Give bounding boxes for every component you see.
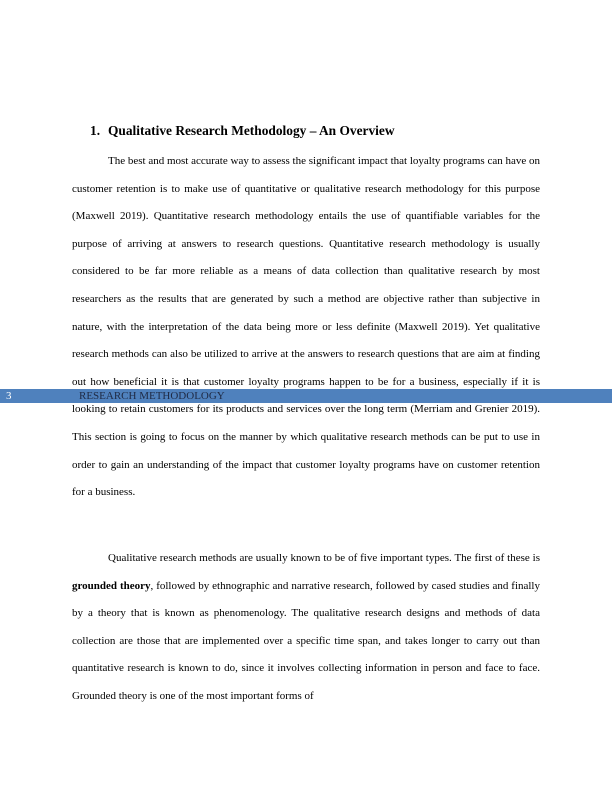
- paragraph-2-intro: Qualitative research methods are usually known to be of five important types. The first of these is: [108, 552, 540, 564]
- running-header-title: RESEARCH METHODOLOGY: [79, 390, 225, 402]
- section-number: 1.: [90, 123, 101, 138]
- page-header-band: [0, 389, 612, 403]
- grounded-theory-term: grounded theory: [72, 579, 151, 592]
- page-number: 3: [6, 390, 12, 402]
- section-title: Qualitative Research Methodology – An Overview: [108, 123, 395, 138]
- paragraph-2: [72, 545, 540, 711]
- section-heading: [90, 123, 395, 139]
- paragraph-2-body: , followed by ethnographic and narrative research, followed by cased studies and finally by a theory that is known as phenomenology. The qualitative research designs and methods of data collection are those that are implemented over a specific time span, and takes longer to carry out than quantitative research is known to do, since it involves collecting information in person and face to face. Grounded theory is one of the most important forms of: [72, 579, 540, 702]
- paragraph-1: The best and most accurate way to assess the significant impact that loyalty programs can have on customer retention is to make use of quantitative or qualitative research methodology for this purpose (Maxwell 2019). Quantitative research methodology entails the use of quantifiable variables for the purpose of arriving at answers to research questions. Quantitative research methodology is usually considered to be far more reliable as a means of data collection than qualitative research by most researchers as the results that are generated by such a method are objective rather than subjective in nature, with the interpretation of the data being more or less definite (Maxwell 2019). Yet qualitative research methods can also be utilized to arrive at the answers to research questions that are aim at finding out how beneficial it is that customer loyalty programs happen to be for a business, especially if it is looking to retain customers for its products and services over the long term (Merriam and Grenier 2019). This section is going to focus on the manner by which qualitative research methods can be put to use in order to gain an understanding of the impact that customer loyalty programs have on customer retention for a business.: [72, 155, 540, 499]
